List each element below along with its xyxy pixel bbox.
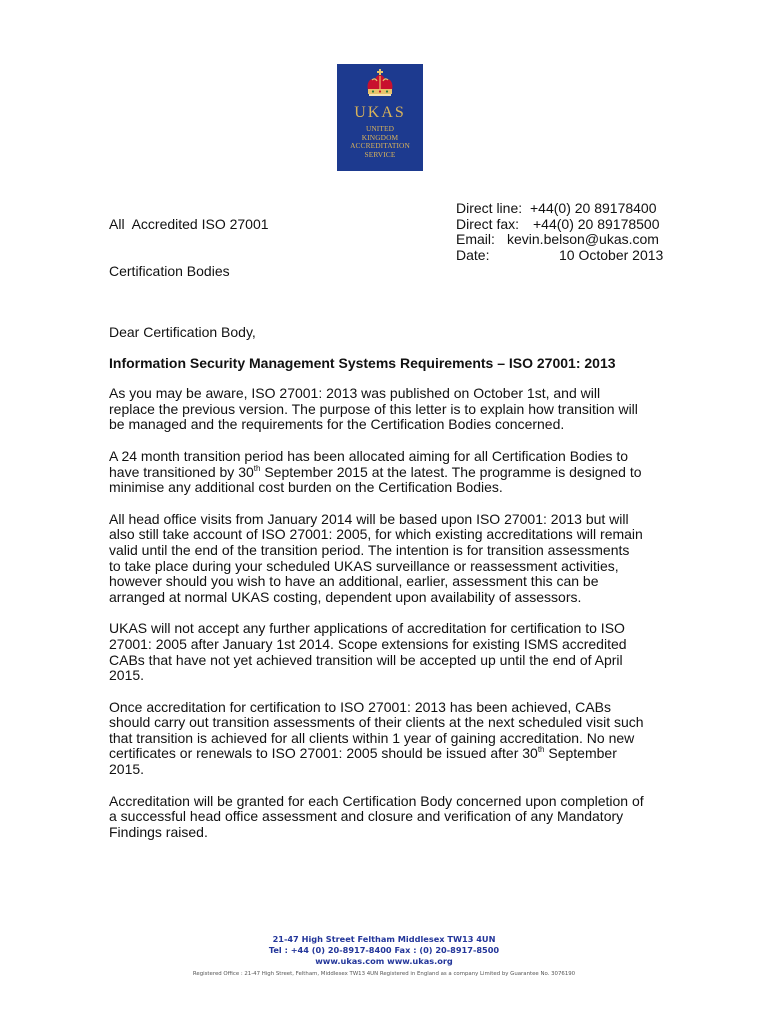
- text-fragment: have transitioned by 30: [109, 463, 254, 480]
- text-line: Findings raised.: [109, 823, 208, 840]
- salutation: Dear Certification Body,: [109, 324, 256, 340]
- text-line: to take place during your scheduled UKAS surveillance or reassessment activities,: [109, 557, 619, 574]
- text-line: also still take account of ISO 27001: 2005, for which existing accreditations will remain: [109, 526, 643, 543]
- footer-contact: [0, 934, 768, 967]
- recipient-line: All Accredited ISO 27001: [109, 216, 269, 232]
- text-line: [109, 465, 669, 481]
- footer-registration: Registered Office : 21-47 High Street, Feltham, Middlesex TW13 4UN Registered in England as a company Limited by Guarantee No. 3076190: [192, 971, 576, 977]
- text-fragment: September 2015 at the latest. The programme is designed to: [260, 463, 642, 480]
- logo-subtitle-line: SERVICE: [364, 149, 396, 159]
- direct-fax-value: +44(0) 20 89178500: [533, 215, 660, 232]
- direct-line-value: +44(0) 20 89178400: [530, 200, 657, 216]
- footer-address-line: 21-47 High Street Feltham Middlesex TW13 4UN: [272, 934, 496, 944]
- recipient-line: Certification Bodies: [109, 262, 230, 279]
- email-label: Email:: [456, 231, 495, 248]
- text-line: 2015.: [109, 761, 145, 778]
- paragraph-head-office-visits: [109, 512, 669, 606]
- paragraph-client-transition: [109, 700, 669, 778]
- logo-subtitle: [350, 125, 410, 159]
- text-line: CABs that have not yet achieved transition will be accepted up until the end of April: [109, 651, 623, 668]
- text-line: Accreditation will be granted for each Certification Body concerned upon completion of: [109, 792, 644, 809]
- text-line: however should you wish to have an additional, earlier, assessment this can be: [109, 573, 599, 590]
- paragraph-intro: [109, 386, 669, 433]
- text-line: replace the previous version. The purpose of this letter is to explain how transition will: [109, 400, 638, 417]
- contact-block: [456, 201, 668, 264]
- ordinal-superscript: th: [537, 745, 545, 755]
- text-line: 2015.: [109, 667, 145, 684]
- logo-wordmark: UKAS: [354, 104, 406, 121]
- text-line: minimise any additional cost burden on the Certification Bodies.: [109, 479, 503, 496]
- text-line: [109, 746, 669, 762]
- text-line: As you may be aware, ISO 27001: 2013 was published on October 1st, and will: [109, 385, 601, 402]
- ukas-logo: [337, 64, 423, 171]
- paragraph-accreditation-granted: [109, 794, 669, 841]
- text-line: should carry out transition assessments of their clients at the next scheduled visit such: [109, 714, 644, 731]
- text-fragment: certificates or renewals to ISO 27001: 2005 should be issued after 30: [109, 745, 538, 762]
- crown-icon: [363, 68, 397, 102]
- subject-heading: Information Security Management Systems Requirements – ISO 27001: 2013: [109, 354, 616, 371]
- direct-fax-row: [456, 217, 668, 233]
- text-line: be managed and the requirements for the Certification Bodies concerned.: [109, 416, 565, 433]
- text-line: A 24 month transition period has been allocated aiming for all Certification Bodies to: [109, 447, 629, 464]
- logo-subtitle-line: ACCREDITATION: [350, 141, 410, 151]
- text-line: valid until the end of the transition period. The intention is for transition assessments: [109, 541, 630, 558]
- text-line: that transition is achieved for all clients within 1 year of gaining accreditation. No new: [109, 729, 635, 746]
- text-line: UKAS will not accept any further applications of accreditation for certification to ISO: [109, 620, 625, 637]
- ordinal-superscript: th: [253, 463, 261, 473]
- email-row: [456, 232, 668, 248]
- text-line: a successful head office assessment and closure and verification of any Mandatory: [109, 808, 624, 825]
- direct-line-label: Direct line:: [456, 200, 523, 216]
- logo-subtitle-line: UNITED: [365, 124, 395, 133]
- date-value: 10 October 2013: [559, 247, 664, 264]
- recipient-block: [109, 186, 269, 310]
- letter-body: [109, 325, 669, 856]
- direct-line-row: [456, 201, 668, 217]
- text-line: arranged at normal UKAS costing, dependent upon availability of assessors.: [109, 588, 582, 605]
- paragraph-applications: [109, 621, 669, 683]
- text-fragment: September: [544, 745, 617, 762]
- email-value: kevin.belson@ukas.com: [507, 231, 659, 248]
- text-line: All head office visits from January 2014 will be based upon ISO 27001: 2013 but will: [109, 510, 629, 527]
- date-label: Date:: [456, 247, 490, 264]
- text-line: 27001: 2005 after January 1st 2014. Scope extensions for existing ISMS accredited: [109, 635, 627, 652]
- logo-subtitle-line: KINGDOM: [361, 132, 399, 142]
- direct-fax-label: Direct fax:: [456, 215, 520, 232]
- text-line: Once accreditation for certification to ISO 27001: 2013 has been achieved, CABs: [109, 698, 611, 715]
- date-row: [456, 248, 668, 264]
- paragraph-transition-period: [109, 449, 669, 496]
- footer-phone-line: Tel : +44 (0) 20-8917-8400 Fax : (0) 20-8917-8500: [268, 945, 500, 955]
- footer-websites-line: www.ukas.com www.ukas.org: [315, 956, 453, 966]
